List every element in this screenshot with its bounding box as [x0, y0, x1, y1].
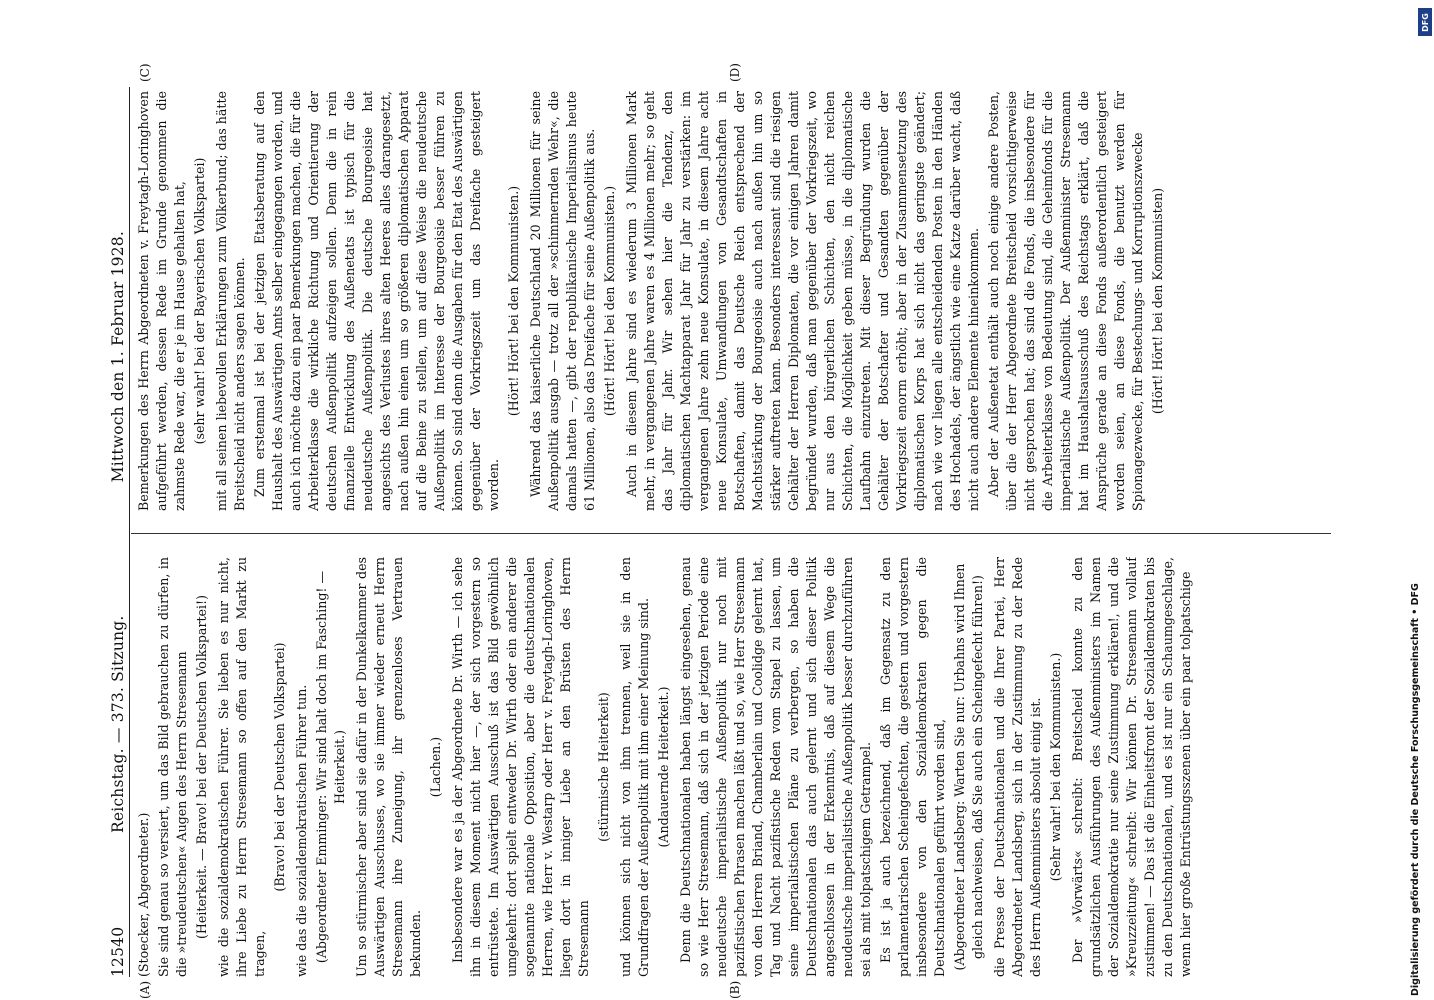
- page-number: 12540: [109, 926, 127, 977]
- paragraph: (Stoecker, Abgeordneter.): [136, 812, 151, 977]
- paragraph: Sie sind genau so versiert, um das Bild gebrauchen zu dürfen, in die »treudeutschen« Augen des Herrn Stresemann: [156, 557, 189, 977]
- paragraph: (sehr wahr! bei der Bayerischen Volkspartei): [192, 157, 207, 445]
- paragraph: (Abgeordneter Landsberg: Warten Sie nur: Urbahns wird Ihnen gleich nachweisen, daß Sie auch ein Scheingefecht führen!): [952, 563, 985, 971]
- paragraph: (Abgeordneter Emminger: Wir sind halt doch im Fasching! — Heiterkeit.): [314, 570, 347, 964]
- paragraph: Denn die Deutschnationalen haben längst eingesehen, genau so wie Herr Stresemann, daß sich in der jetzigen Periode eine neudeutsche imperialistische Außenpolitik nur noch mit pazifistischen Phrasen machen läßt und so, wie Herr Stresemann von den Herren Briand, Chamberlain und Coolidge gelernt hat, Tag und Nacht pazifistische Reden vom Stapel zu lassen, um seine imperialistischen Pläne zu verbergen, so haben die Deutschnationalen das auch gelernt und sich dieser Politik angeschlossen in der Erkenntnis, daß auf diesem Wege die neudeutsche imperialistische Außenpolitik besser durchzuführen sei als mit tolpatschigem Getrampel.: [678, 557, 873, 977]
- paragraph: (Heiterkeit. — Bravo! bei der Deutschen Volkspartei!): [194, 595, 209, 939]
- paragraph: Während das kaiserliche Deutschland 20 Millionen für seine Außenpolitik ausgab — trotz all der »schimmernden Wehr«, die damals hatten —, gibt der republikanische Imperialismus heute 61 Millionen, also das Dreifache für seine Außenpolitik aus.: [528, 91, 597, 511]
- paragraph: Insbesondere war es ja der Abgeordnete Dr. Wirth — ich sehe ihn in diesem Moment nicht hier —, der sich vorgestern so entrüstete. Im Auswärtigen Ausschuß ist das Bild gewöhnlich umgekehrt: dort spielt entweder Dr. Wirth oder ein anderer die sogenannte nationale Opposition, aber die deutschnationalen Herren, wie Herr v. Westarp oder Herr v. Freytagh-Loringhoven, liegen dort in inniger Liebe an den Brüsten des Herrn Stresemann: [450, 557, 591, 977]
- paragraph: (Hört! Hört! bei den Kommunisten.): [602, 185, 617, 417]
- paragraph: mit all seinen liebevollen Erklärungen zum Völkerbund; das hätte Breitscheid nicht anders sagen können.: [214, 91, 247, 511]
- paragraph: Auch in diesem Jahre sind es wiederum 3 Millionen Mark mehr, in vergangenen Jahre waren es 4 Millionen mehr; so geht das Jahr für Jahr. Wir sehen hier die Tendenz, den diplomatischen Machtapparat Jahr für Jahr zu verstärken: im vergangenen Jahre zehn neue Konsulate, in diesem Jahre acht neue Konsulate, Umwandlungen von Gesandtschaften in Botschaften, damit das Deutsche Reich entsprechend der Machtstärkung der Bourgeoisie auch nach außen hin um so stärker auftreten kann. Besonders interessant sind die riesigen Gehälter der Herren Diplomaten, die vor einigen Jahren damit begründet wurden, daß man gegenüber der Vorkriegszeit, wo nur aus den bürgerlichen Schichten, den nicht reichen Schichten, die Möglichkeit geben müsse, in die diplomatische Laufbahn einzutreten. Mit dieser Begründung wurden die Gehälter der Botschafter und Gesandten gegenüber der Vorkriegszeit enorm erhöht; aber in der Zusammensetzung des diplomatischen Korps hat sich nicht das geringste geändert; nach wie vor liegen alle entscheidenden Posten in den Händen des Hochadels, der ängstlich wie eine Katze darüber wacht, daß nicht auch andere Elemente hineinkommen.: [624, 91, 981, 511]
- paragraph: (Lachen.): [428, 736, 443, 798]
- paragraph: wie die sozialdemokratischen Führer. Sie lieben es nur nicht, ihre Liebe zu Herrn Stresemann so offen auf den Markt zu tragen,: [216, 557, 267, 977]
- paragraph: die Presse der Deutschnationalen und die Ihrer Partei, Herr Abgeordneter Landsberg, sich in der Zustimmung zu der Rede des Herrn Außenministers absolut einig ist.: [992, 557, 1043, 977]
- marker-a: (A): [138, 980, 152, 999]
- marker-c: (C): [138, 63, 152, 82]
- paragraph: (Sehr wahr! bei den Kommunisten.): [1048, 652, 1063, 882]
- paragraph: und können sich nicht von ihm trennen, weil sie in den Grundfragen der Außenpolitik mit ihm einer Meinung sind.: [618, 557, 651, 977]
- paragraph: Es ist ja auch bezeichnend, daß im Gegensatz zu den parlamentarischen Scheingefechten, die gestern und vorgestern insbesondere von den Sozialdemokraten gegen die Deutschnationalen geführt worden sind,: [878, 557, 947, 977]
- header-titles: [107, 87, 129, 977]
- right-column: [135, 91, 1350, 511]
- dfg-logo: DFG: [1418, 8, 1432, 36]
- digitization-credit: Digitalisierung gefördert durch die Deutsche Forschungsgemeinschaft • DFG: [1410, 583, 1421, 996]
- marker-d: (D): [728, 63, 742, 82]
- paragraph: Um so stürmischer aber sind sie dafür in der Dunkelkammer des Auswärtigen Ausschusses, wo sie immer wieder erneut Herrn Stresemann ihre Zuneigung, ihr grenzenloses Vertrauen bekunden.: [354, 557, 423, 977]
- page-header: [107, 87, 130, 977]
- left-column: [135, 557, 1350, 977]
- paragraph: (Bravo! bei der Deutschen Volkspartei): [272, 642, 287, 892]
- paragraph: Der »Vorwärts« schreibt: Breitscheid konnte zu den grundsätzlichen Ausführungen des Außenministers im Namen der Sozialdemokratie nur seine Zustimmung erklären!, und die »Kreuzzeitung« schreibt: Wir können Dr. Stresemann vollauf zustimmen! — Das ist die Einheitsfront der Sozialdemokraten bis zu den Deutschnationalen, und es ist nur ein Schaumgeschlage, wenn hier große Entrüstungsszenen über ein paar tolpatschige: [1070, 557, 1193, 977]
- paragraph: (stürmische Heiterkeit): [596, 692, 611, 842]
- column-divider: [131, 533, 1331, 534]
- header-left-title: Reichstag. — 373. Sitzung.: [109, 615, 127, 833]
- paragraph: Bemerkungen des Herrn Abgeordneten v. Freytagh-Loringhoven aufgeführt werden, dessen Rede im Grunde genommen die zahmste Rede war, die er je im Hause gehalten hat,: [136, 91, 187, 511]
- marker-b: (B): [728, 980, 742, 999]
- paragraph: Zum erstenmal ist bei der jetzigen Etatsberatung auf den Haushalt des Auswärtigen Amts selber eingegangen worden, und auch ich möchte dazu ein paar Bemerkungen machen, die für die Arbeiterklasse die wirkliche Richtung und Orientierung der deutschen Außenpolitik aufzeigen sollen. Denn die in rein finanzielle Entwicklung des Außenetats ist typisch für die neudeutsche Außenpolitik. Die deutsche Bourgeoisie hat angesichts des Verlustes ihres alten Heeres alles darangesetzt, nach außen hin einen um so größeren diplomatischen Apparat auf die Beine zu stellen, um auf diese Weise die neudeutsche Außenpolitik im Interesse der Bourgeoisie besser führen zu können. So sind denn die Ausgaben für den Etat des Auswärtigen gegenüber der Vorkriegszeit um das Dreifache gesteigert worden.: [252, 91, 501, 511]
- paragraph: (Hört! Hört! bei den Kommunisten.): [506, 185, 521, 417]
- paragraph: (Hört! Hört! bei den Kommunisten): [1150, 187, 1165, 415]
- paragraph: wie das die sozialdemokratischen Führer tun.: [294, 684, 309, 977]
- header-right-title: Mittwoch den 1. Februar 1928.: [109, 231, 127, 483]
- paragraph: Aber der Außenetat enthält auch noch einige andere Posten, über die der Herr Abgeordnete Breitscheid vorsichtigerweise nicht gesprochen hat; das sind die Fonds, die insbesondere für die Arbeiterklasse von Bedeutung sind, die Geheimfonds für die imperialistische Außenpolitik. Der Außenminister Stresemann hat im Haushaltsausschuß des Reichstags erklärt, daß die Ansprüche gerade an diese Fonds außerordentlich gesteigert worden seien, an diese Fonds, die benutzt werden für Spionagezwecke, für Bestechungs- und Korruptionszwecke: [986, 91, 1145, 511]
- rotated-page: [107, 63, 1357, 999]
- paragraph: (Andauernde Heiterkeit.): [656, 686, 671, 848]
